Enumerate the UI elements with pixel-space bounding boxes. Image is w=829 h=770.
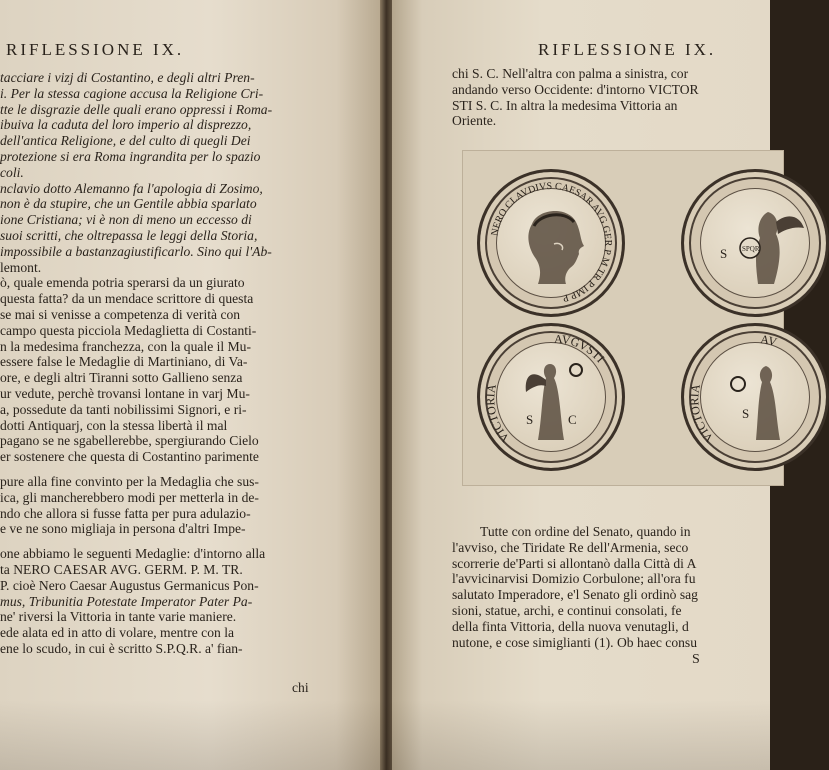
right-bottom-text-line: scorrerie de'Parti si allontanò dalla Città di A (452, 555, 697, 571)
coin-victoria-wreath (681, 323, 829, 471)
left-text-block (0, 70, 380, 657)
coin-victoria-augusti-art (480, 326, 622, 468)
coin-2-shield-text: SPQR (742, 245, 760, 253)
right-top-text-line: andando verso Occidente: d'intorno VICTOR (452, 81, 699, 97)
coin-4-field-s: S (742, 406, 750, 421)
left-text-line: er sostenere che questa di Costantino parimente (0, 449, 259, 465)
left-text-line: lemont. (0, 259, 42, 275)
left-text-line: tacciare i vizj di Costantino, e degli altri Pren- (0, 70, 255, 85)
coin-engraving-plate (462, 150, 784, 486)
left-text-line: ica, gli mancherebbero modi per metterla in de- (0, 489, 259, 505)
left-text-line: campo questa picciola Medaglietta di Costanti- (0, 322, 257, 338)
right-top-text-line: chi S. C. Nell'altra con palma a sinistra, cor (452, 66, 689, 81)
wreath-icon-2 (731, 377, 745, 391)
right-bottom-text-line: Tutte con ordine del Senato, quando in (480, 524, 691, 539)
right-page (392, 0, 779, 770)
right-bottom-text-line: salutato Imperadore, e'l Senato gli ordinò sag (452, 587, 698, 603)
victoria-figure-2 (756, 366, 780, 440)
left-text-line: dell'antica Religione, e del culto di quegli Dei (0, 133, 251, 149)
coin-3-field-s: S (526, 412, 534, 427)
left-text-line: dotti Antiquarj, con la stessa libertà il mal (0, 417, 228, 433)
right-top-text-line: Oriente. (452, 113, 497, 129)
left-text-line: protezione si era Roma ingrandita per lo spazio (0, 148, 261, 164)
left-text-line: ndo che allora si fusse fatta per pura adulazio- (0, 505, 251, 521)
left-text-line: tte le disgrazie delle quali erano oppressi i Roma- (0, 101, 273, 117)
right-bottom-text-line: l'avviso, che Tiridate Re dell'Armenia, seco (452, 539, 689, 555)
coin-3-field-c: C (568, 412, 577, 427)
left-catchword: chi (292, 680, 309, 695)
left-text-line: n la medesima franchezza, con la quale il Mu- (0, 338, 251, 354)
left-text-line: ò, quale emenda potria sperarsi da un giurato (0, 275, 245, 291)
left-text-line: essere false le Medaglie di Martiniano, di Va- (0, 354, 248, 370)
left-text-line: pure alla fine convinto per la Medaglia che sus- (0, 473, 259, 489)
coin-nero-portrait-art (480, 172, 622, 314)
right-top-text-block (452, 66, 770, 129)
left-text-line: i. Per la stessa cagione accusa la Religione Cri- (0, 85, 264, 101)
victoria-wing (526, 374, 546, 392)
left-text-line: suoi scritti, che oltrepassa le leggi della Storia, (0, 227, 258, 243)
wreath-icon (570, 364, 582, 376)
coin-victory-shield (681, 169, 829, 317)
left-page (0, 0, 382, 770)
left-text-line: impossibile a bastanzagiustificarlo. Sino qui l'Ab- (0, 243, 272, 259)
left-text-line: pagano se ne sgabellerebbe, spergiurando Cielo (0, 433, 259, 449)
right-bottom-text-block (452, 524, 770, 650)
left-text-line: ione Cristiana; vi è non di meno un eccesso di (0, 212, 252, 228)
right-top-text-line: STI S. C. In altra la medesima Vittoria an (452, 97, 678, 113)
left-text-line: coli. (0, 164, 24, 180)
coin-victoria-augusti (477, 323, 625, 471)
victoria-figure (538, 364, 564, 440)
coin-3-legend-left: VICTORIA (483, 382, 513, 446)
coin-1-legend: NERO CLAVDIVS CAESAR AVG GER P M TR P IMP P (489, 180, 614, 304)
left-text-line: nclavio dotto Alemanno fa l'apologia di Zosimo, (0, 180, 263, 196)
left-text-line: ene lo scudo, in cui è scritto S.P.Q.R. a' fian- (0, 640, 243, 656)
left-text-line (0, 465, 380, 474)
left-text-line: ore, e degli altri Tiranni sotto Gallieno senza (0, 370, 243, 386)
left-text-line: P. cioè Nero Caesar Augustus Germanicus Pon- (0, 577, 259, 593)
victory-wing (776, 216, 804, 234)
right-running-head: RIFLESSIONE IX. (538, 40, 717, 59)
left-running-head: RIFLESSIONE IX. (6, 40, 185, 59)
left-text-line: ne' riversi la Vittoria in tante varie maniere. (0, 609, 237, 625)
left-text-line: e ve ne sono migliaja in persona d'altri Impe- (0, 521, 246, 537)
coin-4-legend-left: VICTORIA (687, 382, 717, 446)
left-text-line: ur vedute, perchè trovansi lontane in varj Mu- (0, 385, 250, 401)
coin-victoria-wreath-art (684, 326, 826, 468)
right-bottom-text-line: della finta Vittoria, della nuova venutagli, d (452, 618, 689, 634)
coin-2-field-s: S (720, 246, 728, 261)
right-bottom-text-line: sioni, statue, archi, e continui consolati, fe (452, 602, 682, 618)
left-text-line: mus, Tribunitia Potestate Imperator Pater Pa- (0, 593, 253, 609)
left-text-line: ta NERO CAESAR AVG. GERM. P. M. TR. (0, 561, 243, 577)
right-bottom-text-line: nutone, e cose simiglianti (1). Ob haec consu (452, 634, 697, 650)
left-text-line: one abbiamo le seguenti Medaglie: d'intorno alla (0, 546, 266, 562)
left-text-line: a, possedute da tanti nobilissimi Signori, e ri- (0, 401, 247, 417)
left-text-line: non è da stupire, che un Gentile abbia sparlato (0, 196, 257, 212)
left-text-line: questa fatta? da un mendace scrittore di questa (0, 291, 254, 307)
coin-3-legend-right: AVGVSTI (553, 331, 608, 366)
right-catchword: S (692, 652, 700, 667)
coin-nero-portrait (477, 169, 625, 317)
coin-4-legend-right: AV (759, 331, 779, 350)
coin-victory-shield-art (684, 172, 826, 314)
left-text-line (0, 537, 380, 546)
left-text-line: se mai si venisse a competenza di verità con (0, 306, 241, 322)
left-text-line: ibuiva la caduta del loro imperio al disprezzo, (0, 117, 252, 133)
left-text-line: ede alata ed in atto di volare, mentre con la (0, 625, 235, 641)
right-bottom-text-line: l'avvicinarvisi Domizio Corbulone; all'ora fu (452, 571, 696, 587)
